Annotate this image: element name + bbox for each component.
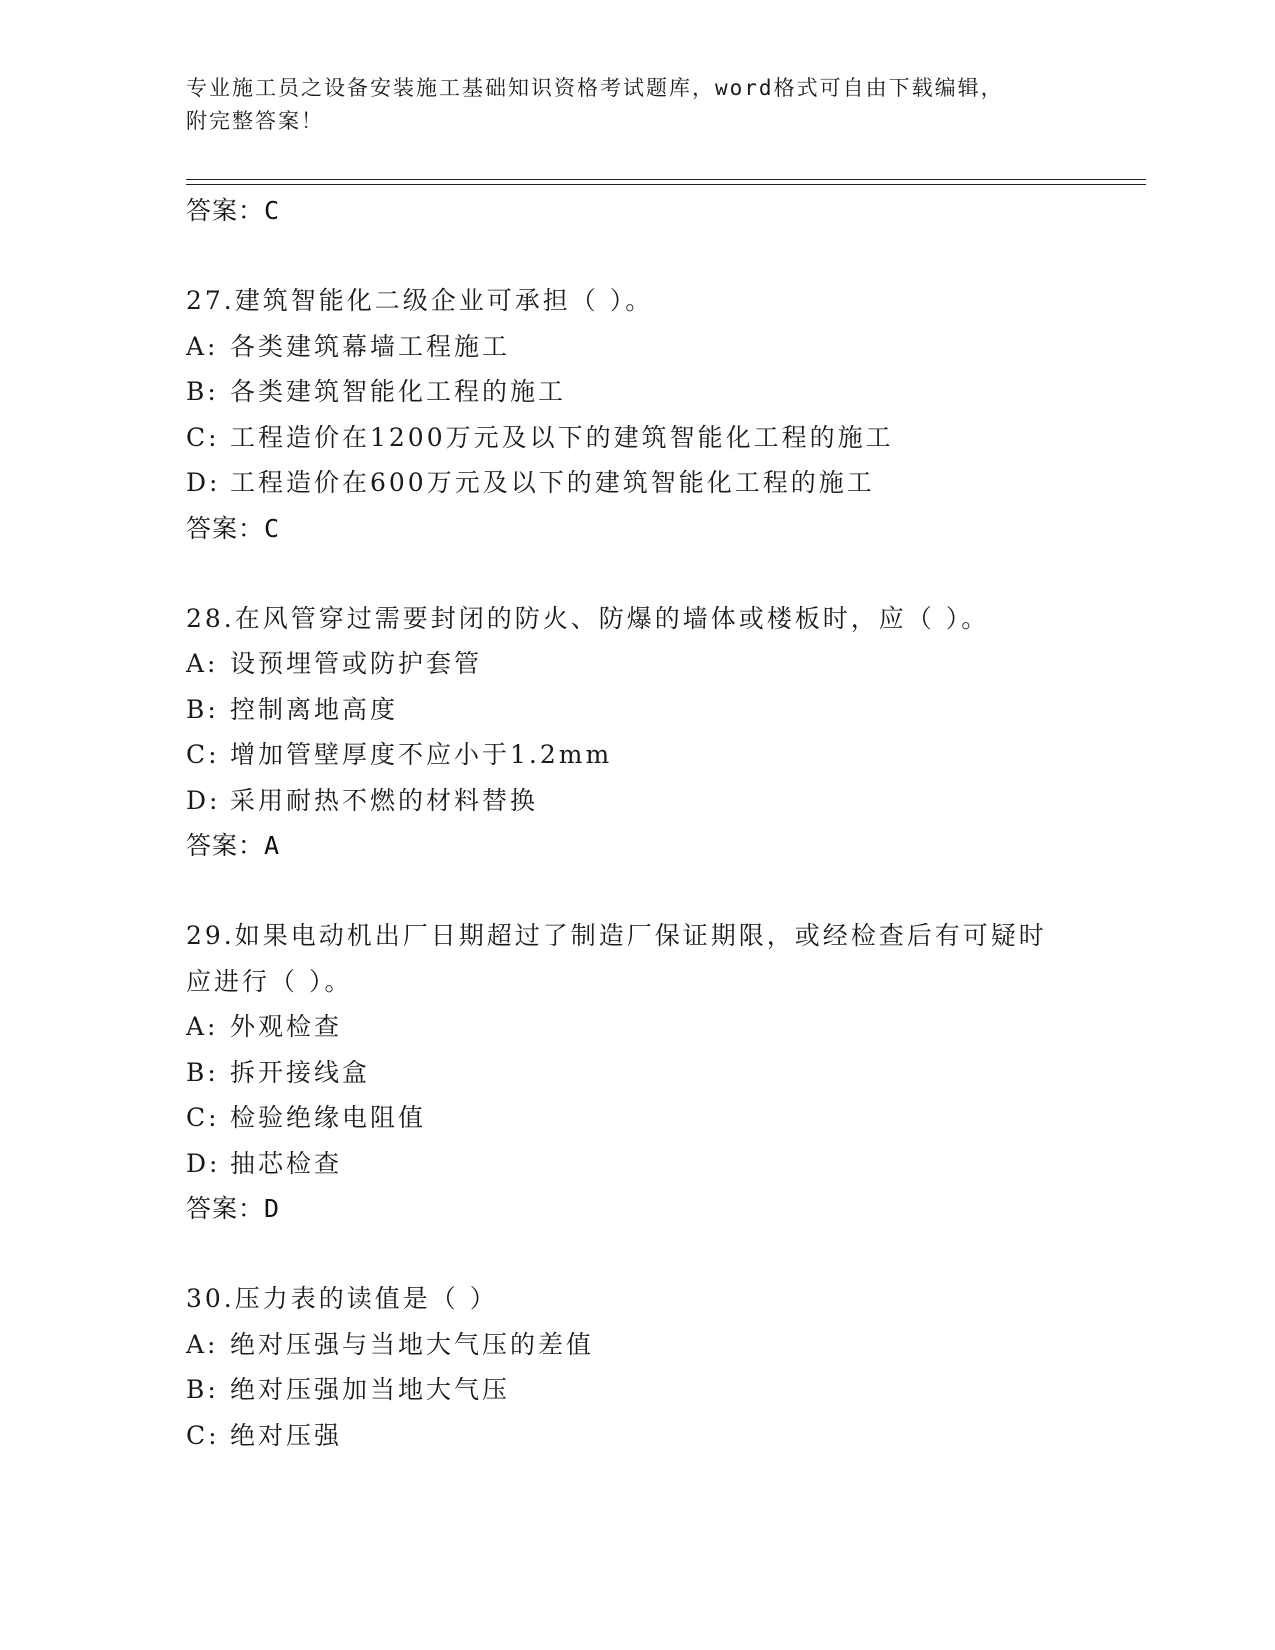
question-stem: 30.压力表的读值是（ ） (186, 1284, 498, 1313)
option-c (186, 732, 1146, 778)
option-a (186, 641, 1146, 687)
option-letter: B: (186, 1375, 219, 1404)
option-letter: C: (186, 422, 220, 452)
option-text: 检验绝缘电阻值 (230, 1103, 427, 1132)
answer: 答案：A (186, 831, 281, 860)
option-text: 控制离地高度 (230, 694, 399, 724)
option-a (186, 1322, 1146, 1368)
option-text: 工程造价在600万元及以下的建筑智能化工程的施工 (230, 468, 875, 497)
question-27 (186, 278, 1146, 552)
option-text: 设预埋管或防护套管 (230, 649, 483, 678)
option-text: 绝对压强 (230, 1420, 343, 1450)
option-b (186, 1050, 1146, 1096)
option-letter: A: (186, 1012, 219, 1041)
header-line-1: 专业施工员之设备安装施工基础知识资格考试题库，word格式可自由下载编辑， (186, 76, 1004, 100)
option-a (186, 1004, 1146, 1050)
question-stem: 27.建筑智能化二级企业可承担（ ）。 (186, 286, 654, 315)
option-letter: C: (186, 740, 220, 769)
option-letter: A: (186, 649, 219, 678)
option-text: 抽芯检查 (230, 1148, 343, 1178)
option-b (186, 1367, 1146, 1413)
header-rule-top (186, 179, 1146, 180)
question-stem: 29.如果电动机出厂日期超过了制造厂保证期限，或经检查后有可疑时 (186, 921, 1047, 950)
question-stem: 28.在风管穿过需要封闭的防火、防爆的墙体或楼板时，应（ ）。 (186, 603, 990, 633)
option-d (186, 460, 1146, 506)
answer: 答案：D (186, 1194, 281, 1223)
option-text: 采用耐热不燃的材料替换 (230, 785, 539, 815)
option-text: 各类建筑智能化工程的施工 (230, 377, 567, 406)
header-line-2: 附完整答案！ (186, 109, 324, 133)
option-text: 绝对压强与当地大气压的差值 (230, 1329, 595, 1359)
option-text: 增加管壁厚度不应小于1.2mm (230, 740, 613, 769)
header-rule-bottom (186, 184, 1146, 185)
option-letter: A: (186, 331, 219, 361)
option-a (186, 324, 1146, 370)
option-c (186, 1095, 1146, 1141)
option-text: 绝对压强加当地大气压 (230, 1375, 511, 1404)
option-letter: C: (186, 1420, 220, 1450)
option-letter: D: (186, 785, 221, 815)
option-letter: A: (186, 1329, 219, 1359)
document-header (186, 72, 1086, 138)
option-text: 外观检查 (230, 1012, 343, 1041)
option-letter: B: (186, 694, 219, 724)
option-c (186, 415, 1146, 461)
option-text: 工程造价在1200万元及以下的建筑智能化工程的施工 (230, 422, 894, 452)
option-letter: D: (186, 1148, 221, 1178)
option-b (186, 369, 1146, 415)
option-c (186, 1413, 1146, 1459)
answer: 答案：C (186, 513, 281, 543)
option-d (186, 778, 1146, 824)
option-letter: C: (186, 1103, 220, 1132)
question-stem-continued: 应进行（ ）。 (186, 966, 353, 996)
option-text: 各类建筑幕墙工程施工 (230, 331, 511, 361)
option-letter: D: (186, 468, 221, 497)
option-d (186, 1141, 1146, 1187)
option-letter: B: (186, 377, 219, 406)
question-list (186, 188, 1146, 1458)
option-letter: B: (186, 1057, 219, 1087)
previous-answer: 答案：C (186, 196, 281, 225)
option-text: 拆开接线盒 (230, 1057, 371, 1087)
question-30 (186, 1276, 1146, 1458)
question-29 (186, 913, 1146, 1232)
option-b (186, 687, 1146, 733)
question-28 (186, 596, 1146, 870)
